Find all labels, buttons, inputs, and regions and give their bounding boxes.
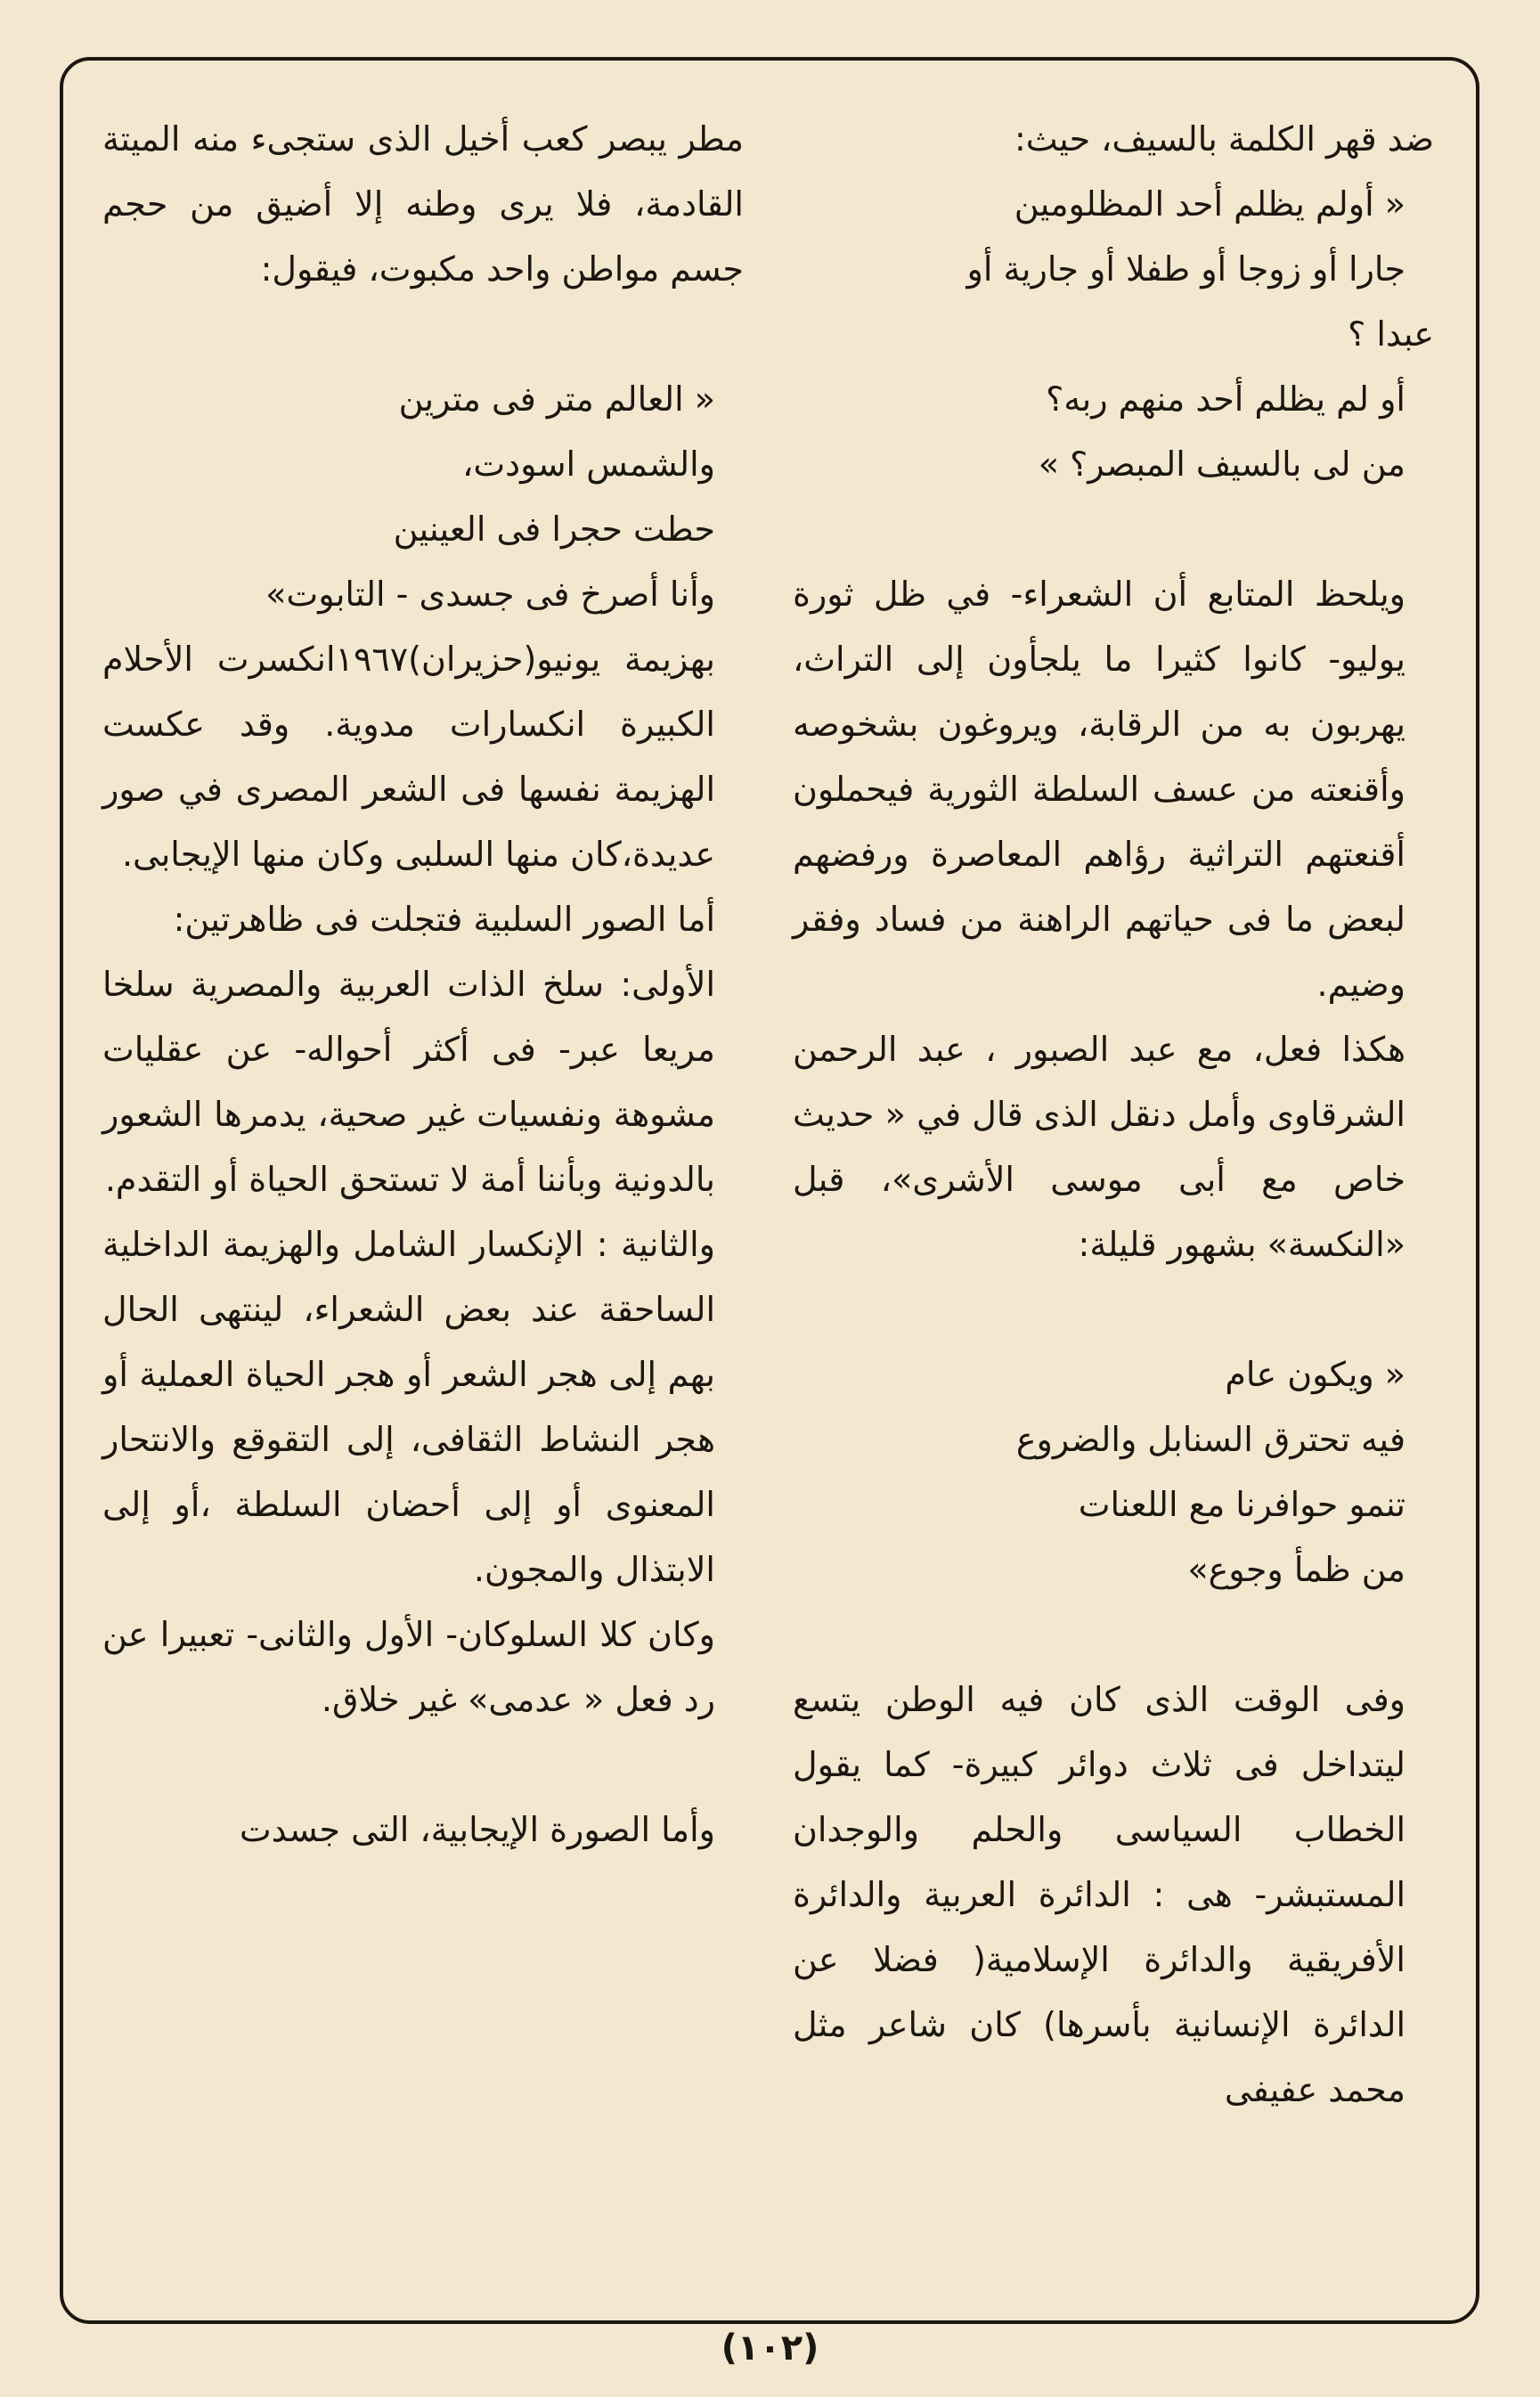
text-line: ضد قهر الكلمة بالسيف، حيث:: [1014, 119, 1434, 159]
verse-line: فيه تحترق السنابل والضروع: [1015, 1420, 1406, 1459]
verse-line: تنمو حوافرنا مع اللعنات: [1078, 1485, 1406, 1524]
verse-line: أو لم يظلم أحد منهم ربه؟: [1046, 379, 1406, 419]
paragraph: بهزيمة يونيو(حزيران)١٩٦٧انكسرت الأحلام الكبيرة انكسارات مدوية. وقد عكست الهزيمة نفسها فى الشعر المصرى في صور عديدة،كان منها السلبى وكان منها الإيجابى.: [102, 640, 715, 874]
verse-line: حطت حجرا فى العينين: [393, 510, 715, 549]
paragraph: والثانية : الإنكسار الشامل والهزيمة الداخلية الساحقة عند بعض الشعراء، لينتهى الحال بهم إلى هجر الشعر أو هجر الحياة العملية أو هجر النشاط الثقافى، إلى التقوقع والانتحار المعنوى أو إلى أحضان السلطة ،أو إلى الابتذال والمجون.: [102, 1225, 715, 1589]
verse-line: جارا أو زوجا أو طفلا أو جارية أو: [966, 249, 1406, 289]
paragraph: وأما الصورة الإيجابية، التى جسدت: [239, 1810, 715, 1849]
verse-line: « العالم متر فى مترين: [398, 379, 715, 419]
paragraph: ويلحظ المتابع أن الشعراء- في ظل ثورة يوليو- كانوا كثيرا ما يلجأون إلى التراث، يهربون به من الرقابة، ويروغون بشخوصه وأقنعته من عسف السلطة الثورية فيحملون أقنعتهم التراثية رؤاهم المعاصرة ورفضهم لبعض ما فى حياتهم الراهنة من فساد وفقر وضيم.: [793, 575, 1406, 1004]
verse-line: من ظمأ وجوع»: [1187, 1550, 1406, 1589]
right-column: [793, 107, 1434, 2123]
paragraph: وفى الوقت الذى كان فيه الوطن يتسع ليتداخل فى ثلاث دوائر كبيرة- كما يقول الخطاب السياسى والحلم والوجدان المستبشر- هى : الدائرة العربية والدائرة الأفريقية والدائرة الإسلامية( فضلا عن الدائرة الإنسانية بأسرها) كان شاعر مثل محمد عفيفى: [793, 1680, 1406, 2109]
verse-line: « ويكون عام: [1225, 1355, 1406, 1394]
paragraph: أما الصور السلبية فتجلت فى ظاهرتين:: [173, 900, 715, 939]
paragraph: هكذا فعل، مع عبد الصبور ، عبد الرحمن الشرقاوى وأمل دنقل الذى قال في « حديث خاص مع أبى موسى الأشرى»، قبل «النكسة» بشهور قليلة:: [793, 1030, 1406, 1264]
paragraph: مطر يبصر كعب أخيل الذى ستجىء منه الميتة القادمة، فلا يرى وطنه إلا أضيق من حجم جسم مواطن واحد مكبوت، فيقول:: [102, 119, 744, 289]
verse-line: « أولم يظلم أحد المظلومين: [1014, 184, 1406, 224]
verse-line: عبدا ؟: [1348, 314, 1434, 354]
verse-line: والشمس اسودت،: [462, 444, 715, 484]
verse-line: وأنا أصرخ فى جسدى - التابوت»: [265, 575, 715, 614]
verse-line: من لى بالسيف المبصر؟ »: [1038, 444, 1406, 484]
paragraph: وكان كلا السلوكان- الأول والثانى- تعبيرا عن رد فعل « عدمى» غير خلاق.: [102, 1615, 715, 1719]
paragraph: الأولى: سلخ الذات العربية والمصرية سلخا مريعا عبر- فى أكثر أحواله- عن عقليات مشوهة ونفسيات غير صحية، يدمرها الشعور بالدونية وبأننا أمة لا تستحق الحياة أو التقدم.: [102, 965, 715, 1199]
page-number: (١٠٢): [721, 2328, 819, 2368]
left-column: [102, 107, 744, 1863]
